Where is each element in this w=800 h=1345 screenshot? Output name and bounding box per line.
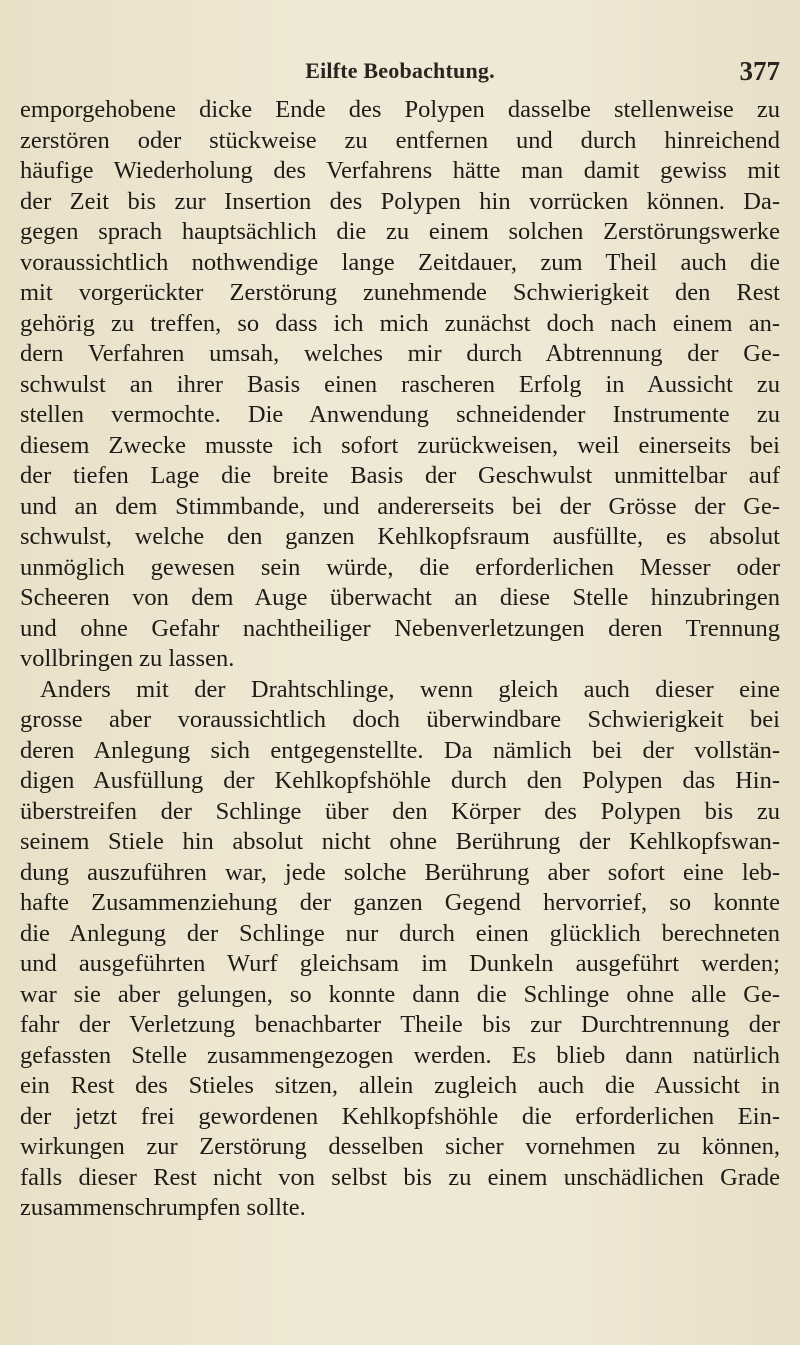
paragraph [20,675,780,1224]
text-line: überstreifen der Schlinge über den Körper des Polypen bis zu [20,797,780,825]
text-line: fahr der Verletzung benachbarter Theile bis zur Durchtrennung der [20,1011,780,1038]
text-line: zusammenschrumpfen sollte. [20,1194,306,1221]
body-text [20,95,780,1224]
text-line: und ausgeführten Wurf gleichsam im Dunkeln ausgeführt werden; [20,950,780,977]
text-line: unmöglich gewesen sein würde, die erforderlichen Messer oder [20,553,780,581]
text-line: gegen sprach hauptsächlich die zu einem solchen Zerstörungswerke [20,218,780,245]
text-line: der Zeit bis zur Insertion des Polypen hin vorrücken können. Da- [20,187,780,215]
text-line: emporgehobene dicke Ende des Polypen dasselbe stellenweise zu [20,96,780,123]
text-line: ein Rest des Stieles sitzen, allein zugleich auch die Aussicht in [20,1072,780,1099]
text-line: die Anlegung der Schlinge nur durch einen glücklich berechneten [20,919,780,947]
text-line: schwulst, welche den ganzen Kehlkopfsraum ausfüllte, es absolut [20,523,780,550]
text-line: schwulst an ihrer Basis einen rascheren Erfolg in Aussicht zu [20,370,780,398]
text-line: vollbringen zu lassen. [20,645,235,672]
text-line: hafte Zusammenziehung der ganzen Gegend hervorrief, so konnte [20,889,780,916]
text-line: der tiefen Lage die breite Basis der Geschwulst unmittelbar auf [20,462,780,489]
text-line: digen Ausfüllung der Kehlkopfshöhle durch den Polypen das Hin- [20,767,780,794]
text-line: deren Anlegung sich entgegenstellte. Da nämlich bei der vollstän- [20,736,780,764]
text-line: wirkungen zur Zerstörung desselben sicher vornehmen zu können, [20,1133,780,1160]
text-line: dung auszuführen war, jede solche Berührung aber sofort eine leb- [20,858,780,886]
text-line: häufige Wiederholung des Verfahrens hätte man damit gewiss mit [20,157,780,184]
text-line: falls dieser Rest nicht von selbst bis zu einem unschädlichen Grade [20,1163,780,1191]
text-line: voraussichtlich nothwendige lange Zeitdauer, zum Theil auch die [20,248,780,276]
text-line: der jetzt frei gewordenen Kehlkopfshöhle die erforderlichen Ein- [20,1102,780,1130]
text-line: und an dem Stimmbande, und andererseits bei der Grösse der Ge- [20,492,780,520]
text-line: Scheeren von dem Auge überwacht an diese Stelle hinzubringen [20,584,780,611]
text-line: zerstören oder stückweise zu entfernen und durch hinreichend [20,126,780,154]
text-line: seinem Stiele hin absolut nicht ohne Berührung der Kehlkopfswan- [20,828,780,855]
text-line: und ohne Gefahr nachtheiliger Nebenverletzungen deren Trennung [20,614,780,642]
text-line: war sie aber gelungen, so konnte dann die Schlinge ohne alle Ge- [20,980,780,1008]
running-title: Eilfte Beobachtung. [305,58,495,83]
running-header [0,52,800,92]
paragraph [20,95,780,675]
page-number: 377 [739,56,780,86]
text-line: gehörig zu treffen, so dass ich mich zunächst doch nach einem an- [20,309,780,337]
text-line: diesem Zwecke musste ich sofort zurückweisen, weil einerseits bei [20,431,780,459]
text-line: gefassten Stelle zusammengezogen werden. Es blieb dann natürlich [20,1041,780,1069]
text-line: mit vorgerückter Zerstörung zunehmende Schwierigkeit den Rest [20,279,780,306]
text-line: stellen vermochte. Die Anwendung schneidender Instrumente zu [20,401,780,428]
text-line: grosse aber voraussichtlich doch überwindbare Schwierigkeit bei [20,706,780,733]
text-line: dern Verfahren umsah, welches mir durch Abtrennung der Ge- [20,340,780,367]
text-line: Anders mit der Drahtschlinge, wenn gleich auch dieser eine [40,675,780,703]
